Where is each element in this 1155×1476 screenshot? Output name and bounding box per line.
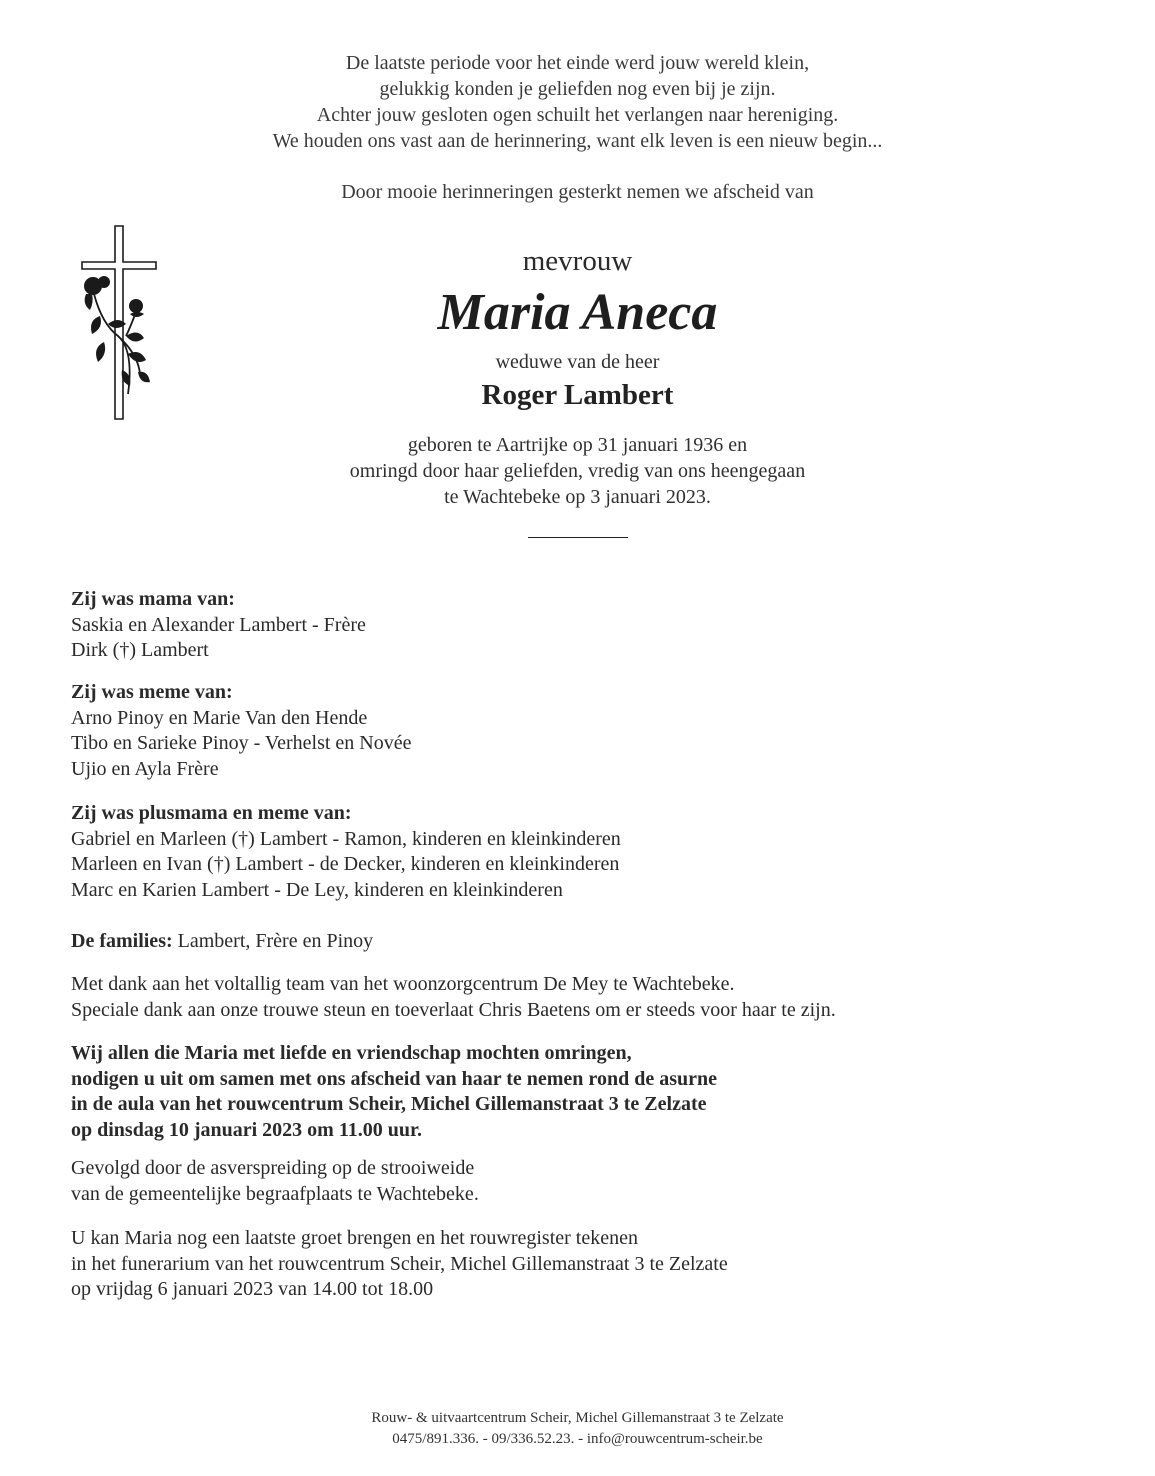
birth-death-details	[0, 432, 1155, 510]
birth-death-line: geboren te Aartrijke op 31 januari 1936 en	[407, 434, 748, 456]
thanks-line: Met dank aan het voltallig team van het woonzorgcentrum De Mey te Wachtebeke.	[71, 973, 735, 995]
meme-line: Tibo en Sarieke Pinoy - Verhelst en Novée	[71, 732, 412, 754]
scattering-line: Gevolgd door de asverspreiding op de strooiweide	[71, 1157, 475, 1179]
invitation-line: Wij allen die Maria met liefde en vriendschap mochten omringen,	[71, 1042, 632, 1064]
poem-line: Achter jouw gesloten ogen schuilt het verlangen naar hereniging.	[316, 104, 839, 126]
families-line	[71, 929, 373, 955]
visit-line: U kan Maria nog een laatste groet brengen en het rouwregister tekenen	[71, 1227, 638, 1249]
visit-line: op vrijdag 6 januari 2023 van 14.00 tot 18.00	[71, 1278, 434, 1300]
footer	[0, 1408, 1155, 1450]
plusmama-line: Marc en Karien Lambert - De Ley, kinderen en kleinkinderen	[71, 878, 563, 901]
scattering-line: van de gemeentelijke begraafplaats te Wachtebeke.	[71, 1182, 479, 1205]
footer-contact: 0475/891.336. - 09/336.52.23. - info@rouwcentrum-scheir.be	[392, 1431, 763, 1447]
poem-line: De laatste periode voor het einde werd jouw wereld klein,	[345, 52, 810, 74]
meme-line: Ujio en Ayla Frère	[71, 757, 219, 780]
scattering-section	[71, 1156, 479, 1207]
mama-line: Dirk (†) Lambert	[71, 639, 209, 661]
invitation-line: in de aula van het rouwcentrum Scheir, Michel Gillemanstraat 3 te Zelzate	[71, 1093, 707, 1115]
poem-line: We houden ons vast aan de herinnering, want elk leven is een nieuw begin...	[272, 130, 883, 152]
mama-line: Saskia en Alexander Lambert - Frère	[71, 613, 366, 636]
poem-line: gelukkig konden je geliefden nog even bij je zijn.	[379, 78, 776, 100]
invitation-line: op dinsdag 10 januari 2023 om 11.00 uur.	[71, 1118, 423, 1141]
plusmama-heading: Zij was plusmama en meme van:	[71, 802, 352, 824]
invitation-line: nodigen u uit om samen met ons afscheid van haar te nemen rond de asurne	[71, 1067, 717, 1090]
mama-section	[71, 587, 366, 664]
widow-of-text: weduwe van de heer	[495, 351, 660, 373]
husband-name: Roger Lambert	[481, 379, 674, 411]
deceased-name: Maria Aneca	[437, 284, 718, 341]
visit-section	[71, 1226, 728, 1303]
visit-line: in het funerarium van het rouwcentrum Scheir, Michel Gillemanstraat 3 te Zelzate	[71, 1252, 728, 1275]
plusmama-line: Marleen en Ivan (†) Lambert - de Decker, kinderen en kleinkinderen	[71, 853, 620, 875]
poem	[0, 50, 1155, 154]
mama-heading: Zij was mama van:	[71, 588, 235, 610]
footer-address: Rouw- & uitvaartcentrum Scheir, Michel Gillemanstraat 3 te Zelzate	[371, 1410, 784, 1426]
families-label: De families:	[71, 930, 173, 952]
meme-heading: Zij was meme van:	[71, 681, 233, 703]
birth-death-line: te Wachtebeke op 3 januari 2023.	[444, 486, 711, 508]
meme-section	[71, 680, 412, 782]
thanks-line: Speciale dank aan onze trouwe steun en toeverlaat Chris Baetens om er steeds voor haar te zijn.	[71, 998, 836, 1021]
intro-text: Door mooie herinneringen gesterkt nemen we afscheid van	[341, 181, 814, 203]
birth-death-line: omringd door haar geliefden, vredig van ons heengegaan	[349, 460, 806, 482]
plusmama-section	[71, 801, 621, 903]
families-text: Lambert, Frère en Pinoy	[172, 930, 374, 952]
divider	[528, 537, 628, 538]
thanks-section	[71, 972, 836, 1023]
meme-line: Arno Pinoy en Marie Van den Hende	[71, 706, 368, 729]
plusmama-line: Gabriel en Marleen (†) Lambert - Ramon, kinderen en kleinkinderen	[71, 827, 621, 850]
invitation-section	[71, 1041, 717, 1143]
title-mevrouw: mevrouw	[522, 245, 633, 277]
